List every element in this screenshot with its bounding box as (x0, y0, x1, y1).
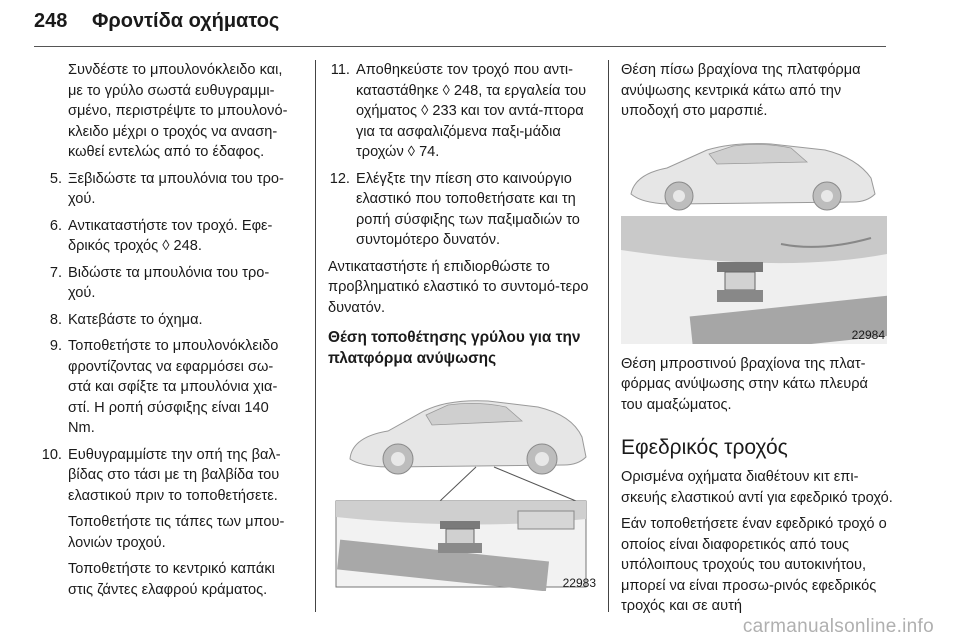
column-2 (328, 60, 598, 591)
column-divider (608, 60, 609, 612)
header-rule (34, 46, 886, 47)
step-text: Αποθηκεύστε τον τροχό που αντι-καταστάθηκε ◊ 248, τα εργαλεία του οχήματος ◊ 233 και τον αντά-πτορα για τα ασφαλιζόμενα παξι-μάδια τροχών ◊ 74. (356, 62, 587, 160)
intro-paragraph: Συνδέστε το μπουλονόκλειδο και, με το γρύλο σωστά ευθυγραμμι-σμένο, περιστρέψτε το μπουλονό-κλειδο μέχρι ο τροχός να αναση-κωθεί εντελώς από το έδαφος. (68, 62, 288, 160)
figure-front-jack-point (621, 134, 887, 344)
list-item (34, 336, 296, 439)
step-text: Ελέγξτε την πίεση στο καινούργιο ελαστικό που τοποθετήσατε και τη ροπή σύσφιξης των παξιμαδιών το συντομότερο δυνατόν. (356, 170, 580, 248)
column-3 (621, 60, 893, 617)
step-number: 10. (41, 446, 62, 463)
figure-rear-jack-point (328, 381, 600, 591)
figure-caption: Θέση μπροστινού βραχίονα της πλατ-φόρμας ανύψωσης στην κάτω πλευρά του αμαξώματος. (621, 355, 868, 413)
step-number: 9. (49, 338, 62, 354)
step-text: Ξεβιδώστε τα μπουλόνια του τρο-χού. (68, 170, 284, 207)
figure-number: 22983 (562, 575, 596, 590)
column-1 (34, 60, 296, 606)
step-text: Τοποθετήστε το μπουλονόκλειδο φροντίζοντας να εφαρμόσει σω-στά και σφίξτε τα μπουλόνια χια-στί. Η ροπή σύσφιξης είναι 140 Nm. (68, 338, 279, 436)
list-item (34, 445, 296, 507)
list-item (34, 216, 296, 257)
step-number: 6. (49, 217, 62, 234)
list-item (328, 169, 598, 251)
paragraph: Εάν τοποθετήσετε έναν εφεδρικό τροχό ο οποίος είναι διαφορετικός από τους υπόλοιπους τροχούς του αυτοκινήτου, μπορεί να είναι προσω-ρινός εφεδρικός τροχός και σε αυτή (621, 516, 887, 614)
car-lift-illustration (328, 381, 600, 591)
paragraph: Ορισμένα οχήματα διαθέτουν κιτ επι-σκευής ελαστικού αντί για εφεδρικό τροχό. (621, 469, 893, 506)
step-text: Ευθυγραμμίστε την οπή της βαλ-βίδας στο τάσι με τη βαλβίδα του ελαστικού πριν το τοποθετήσετε. (68, 446, 281, 504)
figure-number: 22984 (851, 328, 885, 342)
figure-caption: Θέση πίσω βραχίονα της πλατφόρμα ανύψωσης κεντρικά κάτω από την υποδοχή στο μαρσπιέ. (621, 62, 861, 119)
page-title: Φροντίδα οχήματος (92, 10, 280, 32)
page-header (34, 10, 279, 33)
step-text: Αντικαταστήστε τον τροχό. Εφε-δρικός τροχός ◊ 248. (68, 217, 273, 254)
step-number: 11. (330, 62, 350, 78)
car-underbody-illustration (621, 134, 887, 344)
section-heading: Εφεδρικός τροχός (621, 436, 788, 459)
step-number: 8. (49, 311, 62, 328)
list-item (328, 60, 598, 163)
list-item (34, 169, 296, 210)
extra-paragraph: Τοποθετήστε το κεντρικό καπάκι στις ζάντες ελαφρού κράματος. (68, 561, 275, 598)
watermark: carmanualsonline.info (742, 616, 934, 637)
section-heading: Θέση τοποθέτησης γρύλου για την πλατφόρμα ανύψωσης (328, 329, 581, 367)
step-text: Κατεβάστε το όχημα. (68, 311, 203, 328)
step-text: Βιδώστε τα μπουλόνια του τρο-χού. (68, 264, 270, 301)
extra-paragraph: Τοποθετήστε τις τάπες των μπου-λονιών τροχού. (68, 514, 285, 551)
page-number: 248 (34, 10, 68, 32)
step-number: 12. (329, 170, 350, 187)
column-divider (315, 60, 316, 612)
list-item (34, 263, 296, 304)
list-item (34, 310, 296, 331)
step-number: 5. (49, 170, 62, 187)
paragraph: Αντικαταστήστε ή επιδιορθώστε το προβληματικό ελαστικό το συντομό-τερο δυνατόν. (328, 258, 589, 316)
step-number: 7. (49, 264, 62, 281)
